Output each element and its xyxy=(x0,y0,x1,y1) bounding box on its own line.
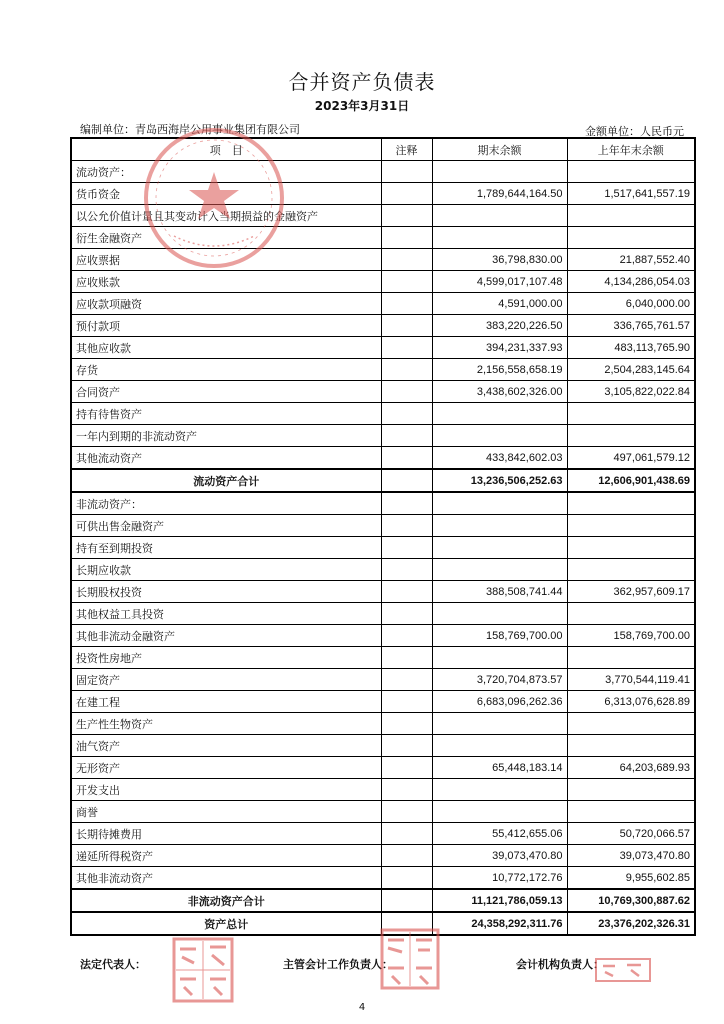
currency-unit: 金额单位：人民币元 xyxy=(585,125,684,138)
row-note xyxy=(381,359,432,381)
row-note xyxy=(381,515,432,537)
row-beginning-balance: 483,113,765.90 xyxy=(567,337,695,359)
header-ending-balance: 期末余额 xyxy=(432,138,567,161)
table-row xyxy=(71,669,695,691)
row-label: 合同资产 xyxy=(71,381,381,403)
row-note xyxy=(381,337,432,359)
company-seal-icon xyxy=(140,124,288,272)
row-ending-balance: 4,599,017,107.48 xyxy=(432,271,567,293)
legal-rep-seal-icon xyxy=(172,937,234,1003)
row-ending-balance xyxy=(432,537,567,559)
table-row xyxy=(71,779,695,801)
table-row xyxy=(71,381,695,403)
row-note xyxy=(381,647,432,669)
row-ending-balance: 3,720,704,873.57 xyxy=(432,669,567,691)
row-beginning-balance xyxy=(567,403,695,425)
row-ending-balance: 6,683,096,262.36 xyxy=(432,691,567,713)
row-ending-balance xyxy=(432,515,567,537)
row-label: 持有至到期投资 xyxy=(71,537,381,559)
row-note xyxy=(381,603,432,625)
row-beginning-balance: 336,765,761.57 xyxy=(567,315,695,337)
table-subtotal-row xyxy=(71,889,695,912)
row-label: 长期待摊费用 xyxy=(71,823,381,845)
row-beginning-balance xyxy=(567,647,695,669)
table-body xyxy=(71,161,695,936)
row-label: 在建工程 xyxy=(71,691,381,713)
row-beginning-balance xyxy=(567,603,695,625)
row-label: 投资性房地产 xyxy=(71,647,381,669)
row-beginning-balance xyxy=(567,713,695,735)
row-note xyxy=(381,271,432,293)
row-ending-balance xyxy=(432,425,567,447)
row-beginning-balance xyxy=(567,735,695,757)
row-note xyxy=(381,249,432,271)
row-beginning-balance xyxy=(567,801,695,823)
row-beginning-balance: 158,769,700.00 xyxy=(567,625,695,647)
row-label: 资产总计 xyxy=(71,912,381,935)
row-label: 一年内到期的非流动资产 xyxy=(71,425,381,447)
row-beginning-balance xyxy=(567,205,695,227)
row-label: 流动资产： xyxy=(71,161,381,183)
row-ending-balance: 10,772,172.76 xyxy=(432,867,567,890)
table-row xyxy=(71,823,695,845)
row-note xyxy=(381,845,432,867)
row-ending-balance: 2,156,558,658.19 xyxy=(432,359,567,381)
table-row xyxy=(71,867,695,890)
row-note xyxy=(381,447,432,470)
header-note: 注释 xyxy=(381,138,432,161)
row-beginning-balance: 4,134,286,054.03 xyxy=(567,271,695,293)
row-label: 流动资产合计 xyxy=(71,469,381,492)
row-label: 货币资金 xyxy=(71,183,381,205)
row-label: 长期应收款 xyxy=(71,559,381,581)
row-ending-balance xyxy=(432,801,567,823)
row-label: 递延所得税资产 xyxy=(71,845,381,867)
row-ending-balance xyxy=(432,492,567,515)
table-row xyxy=(71,757,695,779)
table-row xyxy=(71,735,695,757)
row-label: 可供出售金融资产 xyxy=(71,515,381,537)
row-note xyxy=(381,469,432,492)
row-note xyxy=(381,559,432,581)
row-note xyxy=(381,403,432,425)
row-label: 长期股权投资 xyxy=(71,581,381,603)
row-label: 其他流动资产 xyxy=(71,447,381,470)
table-row xyxy=(71,337,695,359)
row-note xyxy=(381,227,432,249)
row-label: 存货 xyxy=(71,359,381,381)
row-beginning-balance: 21,887,552.40 xyxy=(567,249,695,271)
row-note xyxy=(381,735,432,757)
row-beginning-balance: 6,313,076,628.89 xyxy=(567,691,695,713)
row-ending-balance: 1,789,644,164.50 xyxy=(432,183,567,205)
row-label: 商誉 xyxy=(71,801,381,823)
row-beginning-balance xyxy=(567,492,695,515)
row-note xyxy=(381,492,432,515)
accounting-head-label: 主管会计工作负责人： xyxy=(283,958,393,971)
table-row xyxy=(71,691,695,713)
row-ending-balance: 394,231,337.93 xyxy=(432,337,567,359)
row-ending-balance: 3,438,602,326.00 xyxy=(432,381,567,403)
row-label: 非流动资产合计 xyxy=(71,889,381,912)
row-label: 其他权益工具投资 xyxy=(71,603,381,625)
row-beginning-balance: 23,376,202,326.31 xyxy=(567,912,695,935)
row-note xyxy=(381,161,432,183)
row-beginning-balance: 2,504,283,145.64 xyxy=(567,359,695,381)
row-note xyxy=(381,293,432,315)
row-ending-balance: 13,236,506,252.63 xyxy=(432,469,567,492)
table-row xyxy=(71,315,695,337)
row-label: 非流动资产： xyxy=(71,492,381,515)
table-row xyxy=(71,625,695,647)
row-label: 其他应收款 xyxy=(71,337,381,359)
row-note xyxy=(381,801,432,823)
row-ending-balance: 433,842,602.03 xyxy=(432,447,567,470)
row-ending-balance xyxy=(432,779,567,801)
row-beginning-balance: 12,606,901,438.69 xyxy=(567,469,695,492)
row-label: 应收票据 xyxy=(71,249,381,271)
header-item: 项 目 xyxy=(71,138,381,161)
row-note xyxy=(381,205,432,227)
table-row xyxy=(71,293,695,315)
row-label: 固定资产 xyxy=(71,669,381,691)
row-note xyxy=(381,713,432,735)
row-note xyxy=(381,381,432,403)
page-number: 4 xyxy=(358,1002,366,1013)
legal-representative-label: 法定代表人： xyxy=(80,958,146,971)
row-note xyxy=(381,867,432,890)
report-date: 2023年3月31日 xyxy=(314,99,410,113)
row-note xyxy=(381,425,432,447)
row-ending-balance: 11,121,786,059.13 xyxy=(432,889,567,912)
row-beginning-balance: 10,769,300,887.62 xyxy=(567,889,695,912)
row-label: 其他非流动金融资产 xyxy=(71,625,381,647)
row-ending-balance xyxy=(432,603,567,625)
row-ending-balance xyxy=(432,161,567,183)
table-row xyxy=(71,403,695,425)
row-label: 开发支出 xyxy=(71,779,381,801)
row-beginning-balance xyxy=(567,779,695,801)
table-row xyxy=(71,359,695,381)
table-row xyxy=(71,515,695,537)
table-row xyxy=(71,581,695,603)
table-row xyxy=(71,447,695,470)
row-note xyxy=(381,691,432,713)
row-ending-balance: 158,769,700.00 xyxy=(432,625,567,647)
row-label: 持有待售资产 xyxy=(71,403,381,425)
row-ending-balance xyxy=(432,227,567,249)
table-row xyxy=(71,425,695,447)
row-ending-balance: 36,798,830.00 xyxy=(432,249,567,271)
table-row xyxy=(71,271,695,293)
row-ending-balance: 55,412,655.06 xyxy=(432,823,567,845)
row-note xyxy=(381,625,432,647)
row-beginning-balance: 362,957,609.17 xyxy=(567,581,695,603)
row-ending-balance xyxy=(432,735,567,757)
row-label: 其他非流动资产 xyxy=(71,867,381,890)
row-beginning-balance xyxy=(567,161,695,183)
row-label: 以公允价值计量且其变动计入当期损益的金融资产 xyxy=(71,205,381,227)
row-label: 生产性生物资产 xyxy=(71,713,381,735)
row-beginning-balance: 6,040,000.00 xyxy=(567,293,695,315)
row-label: 油气资产 xyxy=(71,735,381,757)
row-ending-balance xyxy=(432,647,567,669)
row-note xyxy=(381,823,432,845)
row-label: 衍生金融资产 xyxy=(71,227,381,249)
row-beginning-balance: 3,105,822,022.84 xyxy=(567,381,695,403)
row-note xyxy=(381,315,432,337)
row-label: 应收账款 xyxy=(71,271,381,293)
row-note xyxy=(381,537,432,559)
row-ending-balance: 24,358,292,311.76 xyxy=(432,912,567,935)
table-row xyxy=(71,537,695,559)
row-ending-balance xyxy=(432,403,567,425)
table-subtotal-row xyxy=(71,469,695,492)
table-row xyxy=(71,492,695,515)
accounting-dept-head-seal-icon xyxy=(595,958,651,982)
row-ending-balance xyxy=(432,205,567,227)
table-row xyxy=(71,603,695,625)
row-ending-balance: 383,220,226.50 xyxy=(432,315,567,337)
accounting-dept-head-label: 会计机构负责人： xyxy=(516,958,604,971)
document-title: 合并资产负债表 xyxy=(288,70,436,94)
row-beginning-balance: 497,061,579.12 xyxy=(567,447,695,470)
row-ending-balance: 4,591,000.00 xyxy=(432,293,567,315)
accounting-head-seal-icon xyxy=(380,928,440,990)
row-ending-balance: 39,073,470.80 xyxy=(432,845,567,867)
row-beginning-balance xyxy=(567,515,695,537)
table-row xyxy=(71,801,695,823)
table-row xyxy=(71,647,695,669)
row-ending-balance: 388,508,741.44 xyxy=(432,581,567,603)
table-row xyxy=(71,559,695,581)
row-beginning-balance: 39,073,470.80 xyxy=(567,845,695,867)
table-row xyxy=(71,713,695,735)
row-beginning-balance: 9,955,602.85 xyxy=(567,867,695,890)
row-beginning-balance xyxy=(567,559,695,581)
row-note xyxy=(381,669,432,691)
row-ending-balance xyxy=(432,713,567,735)
row-note xyxy=(381,183,432,205)
row-ending-balance xyxy=(432,559,567,581)
header-beginning-balance: 上年年末余额 xyxy=(567,138,695,161)
row-note xyxy=(381,779,432,801)
row-note xyxy=(381,757,432,779)
row-beginning-balance xyxy=(567,425,695,447)
row-beginning-balance: 64,203,689.93 xyxy=(567,757,695,779)
row-note xyxy=(381,889,432,912)
row-beginning-balance xyxy=(567,227,695,249)
row-label: 预付款项 xyxy=(71,315,381,337)
reporting-entity: 编制单位：青岛西海岸公用事业集团有限公司 xyxy=(80,123,300,136)
row-note xyxy=(381,581,432,603)
row-label: 应收款项融资 xyxy=(71,293,381,315)
row-label: 无形资产 xyxy=(71,757,381,779)
row-beginning-balance: 3,770,544,119.41 xyxy=(567,669,695,691)
row-beginning-balance: 1,517,641,557.19 xyxy=(567,183,695,205)
row-ending-balance: 65,448,183.14 xyxy=(432,757,567,779)
row-beginning-balance: 50,720,066.57 xyxy=(567,823,695,845)
row-beginning-balance xyxy=(567,537,695,559)
table-row xyxy=(71,845,695,867)
